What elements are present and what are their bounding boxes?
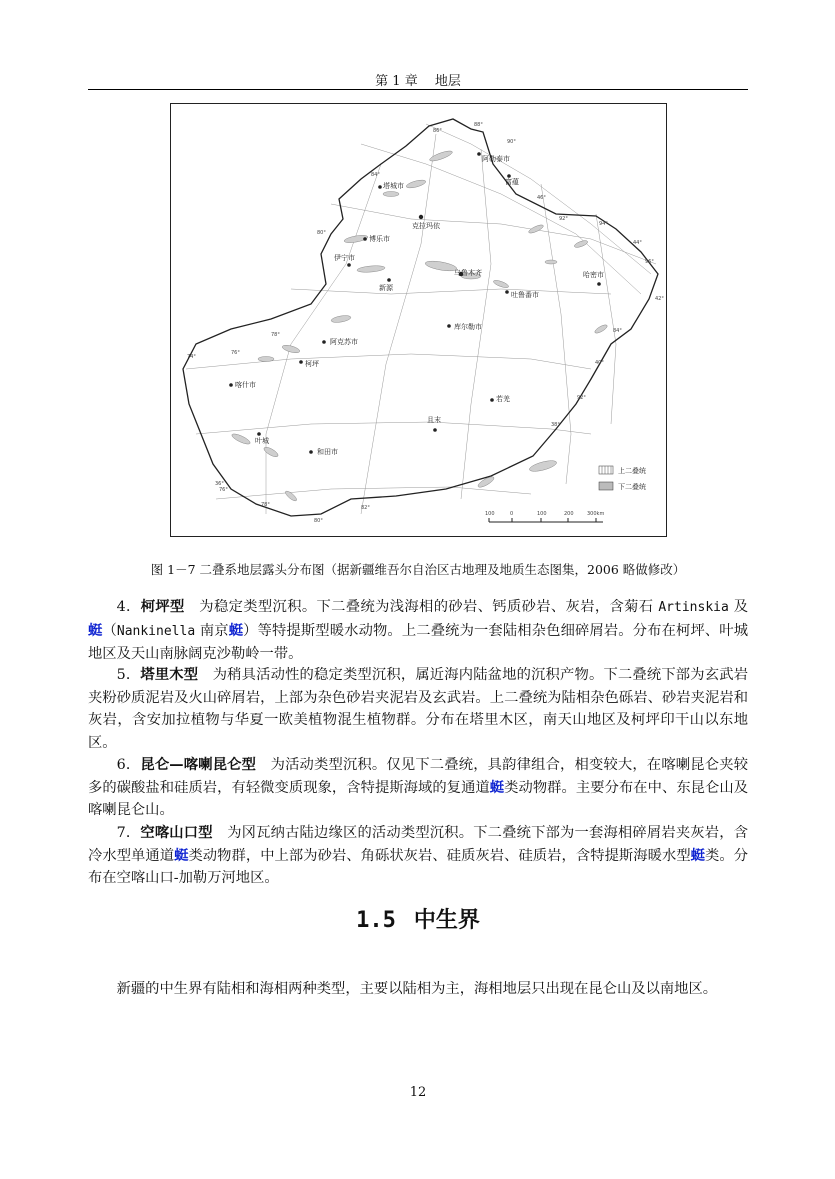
city-label: 库尔勒市 [454,323,482,331]
legend [599,466,646,491]
text-run: 及 [728,599,749,615]
item-number: 7． [116,825,141,841]
city-label: 乌鲁木齐 [454,269,482,277]
degree-label: 80° [317,230,326,236]
text-run: 为冈瓦纳古陆边缘区的活动类型沉积。下二叠统下部为一套海相碎屑岩夹灰岩，含冷水型单通道 [88,825,749,864]
section-number: 1.5 [356,908,396,933]
city-label: 叶城 [255,437,269,445]
header-rule [88,89,748,90]
scale-bar [485,511,604,522]
city-label: 塔城市 [383,182,404,190]
text-run: 类。分布在空喀山口-加勒万河地区。 [88,847,749,886]
text-run: 类动物群。主要分布在中、东昆仑山及喀喇昆仑山。 [88,779,749,818]
degree-label: 76° [231,350,240,356]
degree-label: 38° [551,422,560,428]
degree-label: 80° [314,518,323,524]
item-number: 4． [116,599,141,615]
item-number: 5． [116,667,141,683]
text-run: 为活动类型沉积。仅见下二叠统，具韵律组合，相变较大，在喀喇昆仑夹较多的碳酸盐和硅质岩，有轻微变质现象，含特提斯海域的复通道 [88,757,748,796]
intro-paragraph: 新疆的中生界有陆相和海相两种类型，主要以陆相为主，海相地层只出现在昆仑山及以南地区。 [116,981,718,997]
degree-label: 78° [261,502,270,508]
degree-label: 84° [613,328,622,334]
city-label: 吐鲁番市 [511,291,539,299]
scale-tick: 100 [485,511,495,517]
xinjiang-map [171,104,666,536]
page-number: 12 [409,1085,427,1100]
highlighted-term: 蜓 [174,847,189,864]
paragraph-tarim-type [88,664,748,754]
latin-name: Nankinella [116,623,196,639]
text-run: 为稍具活动性的稳定类型沉积，属近海内陆盆地的沉积产物。下二叠统下部为玄武岩夹粉砂质泥岩及火山碎屑岩，上部为杂色砂岩夹泥岩及玄武岩。上二叠统为陆相杂色砾岩、砂岩夹泥岩和灰岩，含安加拉植物与华夏一欧美植物混生植物群。分布在塔里木区，南天山地区及柯坪印干山以东地区。 [88,667,748,751]
text-run: ）等特提斯型暖水动物。上二叠统为一套陆相杂色细碎屑岩。分布在柯坪、叶城地区及天山南脉阔克沙勒岭一带。 [88,622,749,662]
section-title: 中生界 [413,908,480,933]
city-label: 柯坪 [305,360,319,368]
item-title: 昆仑—喀喇昆仑型 [140,757,257,773]
city-label: 富蕴 [505,178,519,186]
paragraph-kalpin-type [88,596,748,666]
degree-label: 90° [507,139,516,145]
scale-tick: 0 [510,511,514,517]
figure-caption: 图 1－7 二叠系地层露头分布图（据新疆维吾尔自治区古地理及地质生态图集，2006 略做修改） [150,562,686,577]
text-run: 类动物群，中上部为砂岩、角砾状灰岩、硅质灰岩、硅质岩，含特提斯海暖水型 [188,847,691,864]
map-figure [170,103,667,537]
text-run: 南京 [195,622,229,639]
degree-label: 84° [371,172,380,178]
city-label: 和田市 [317,448,338,456]
city-label: 若羌 [496,395,510,403]
city-label: 喀什市 [235,381,256,389]
degree-label: 46° [537,195,546,201]
city-label: 阿克苏市 [330,338,358,346]
degree-label: 92° [577,395,586,401]
degree-label: 78° [271,332,280,338]
city-label: 克拉玛依 [412,222,440,230]
city-label: 且末 [427,416,441,424]
city-label: 伊宁市 [334,254,355,262]
latin-name: Artinskia [658,600,729,615]
scale-tick: 300km [587,511,605,517]
city-label: 博乐市 [369,235,390,243]
highlighted-term: 蜓 [88,622,103,639]
degree-label: 94° [599,221,608,227]
degree-label: 86° [433,128,442,134]
degree-label: 40° [595,360,604,366]
item-title: 柯坪型 [140,599,185,615]
city-label: 哈密市 [583,271,604,279]
degree-label: 36° [215,481,224,487]
item-number: 6． [116,757,141,773]
outcrop-patches [231,149,609,502]
degree-label: 82° [361,505,370,511]
scale-tick: 200 [564,511,574,517]
degree-label: 96° [645,259,654,265]
section-heading [88,903,748,934]
item-title: 空喀山口型 [140,825,213,841]
item-title: 塔里木型 [140,667,199,683]
city-label: 阿勒泰市 [482,155,510,163]
degree-label: 44° [633,240,642,246]
degree-label: 76° [219,487,228,493]
region-outline [183,119,658,516]
highlighted-term: 蜓 [228,622,244,639]
scale-tick: 100 [537,511,547,517]
city-label: 新源 [379,284,393,292]
degree-label: 42° [655,296,664,302]
paragraph-kongka-type [88,822,748,890]
paragraph-kunlun-type [88,754,748,822]
degree-label: 88° [474,122,483,128]
legend-label-upper: 上二叠统 [618,467,646,475]
degree-label: 74° [187,354,196,360]
text-run: （ [102,622,117,639]
degree-label: 92° [559,216,568,222]
running-header: 第 1 章 地层 [375,74,461,89]
highlighted-term: 蜓 [489,779,505,796]
legend-swatch-lower [599,482,613,490]
text-run: 为稳定类型沉积。下二叠统为浅海相的砂岩、钙质砂岩、灰岩，含菊石 [184,599,659,615]
legend-label-lower: 下二叠统 [618,483,646,491]
highlighted-term: 蜓 [690,847,706,864]
